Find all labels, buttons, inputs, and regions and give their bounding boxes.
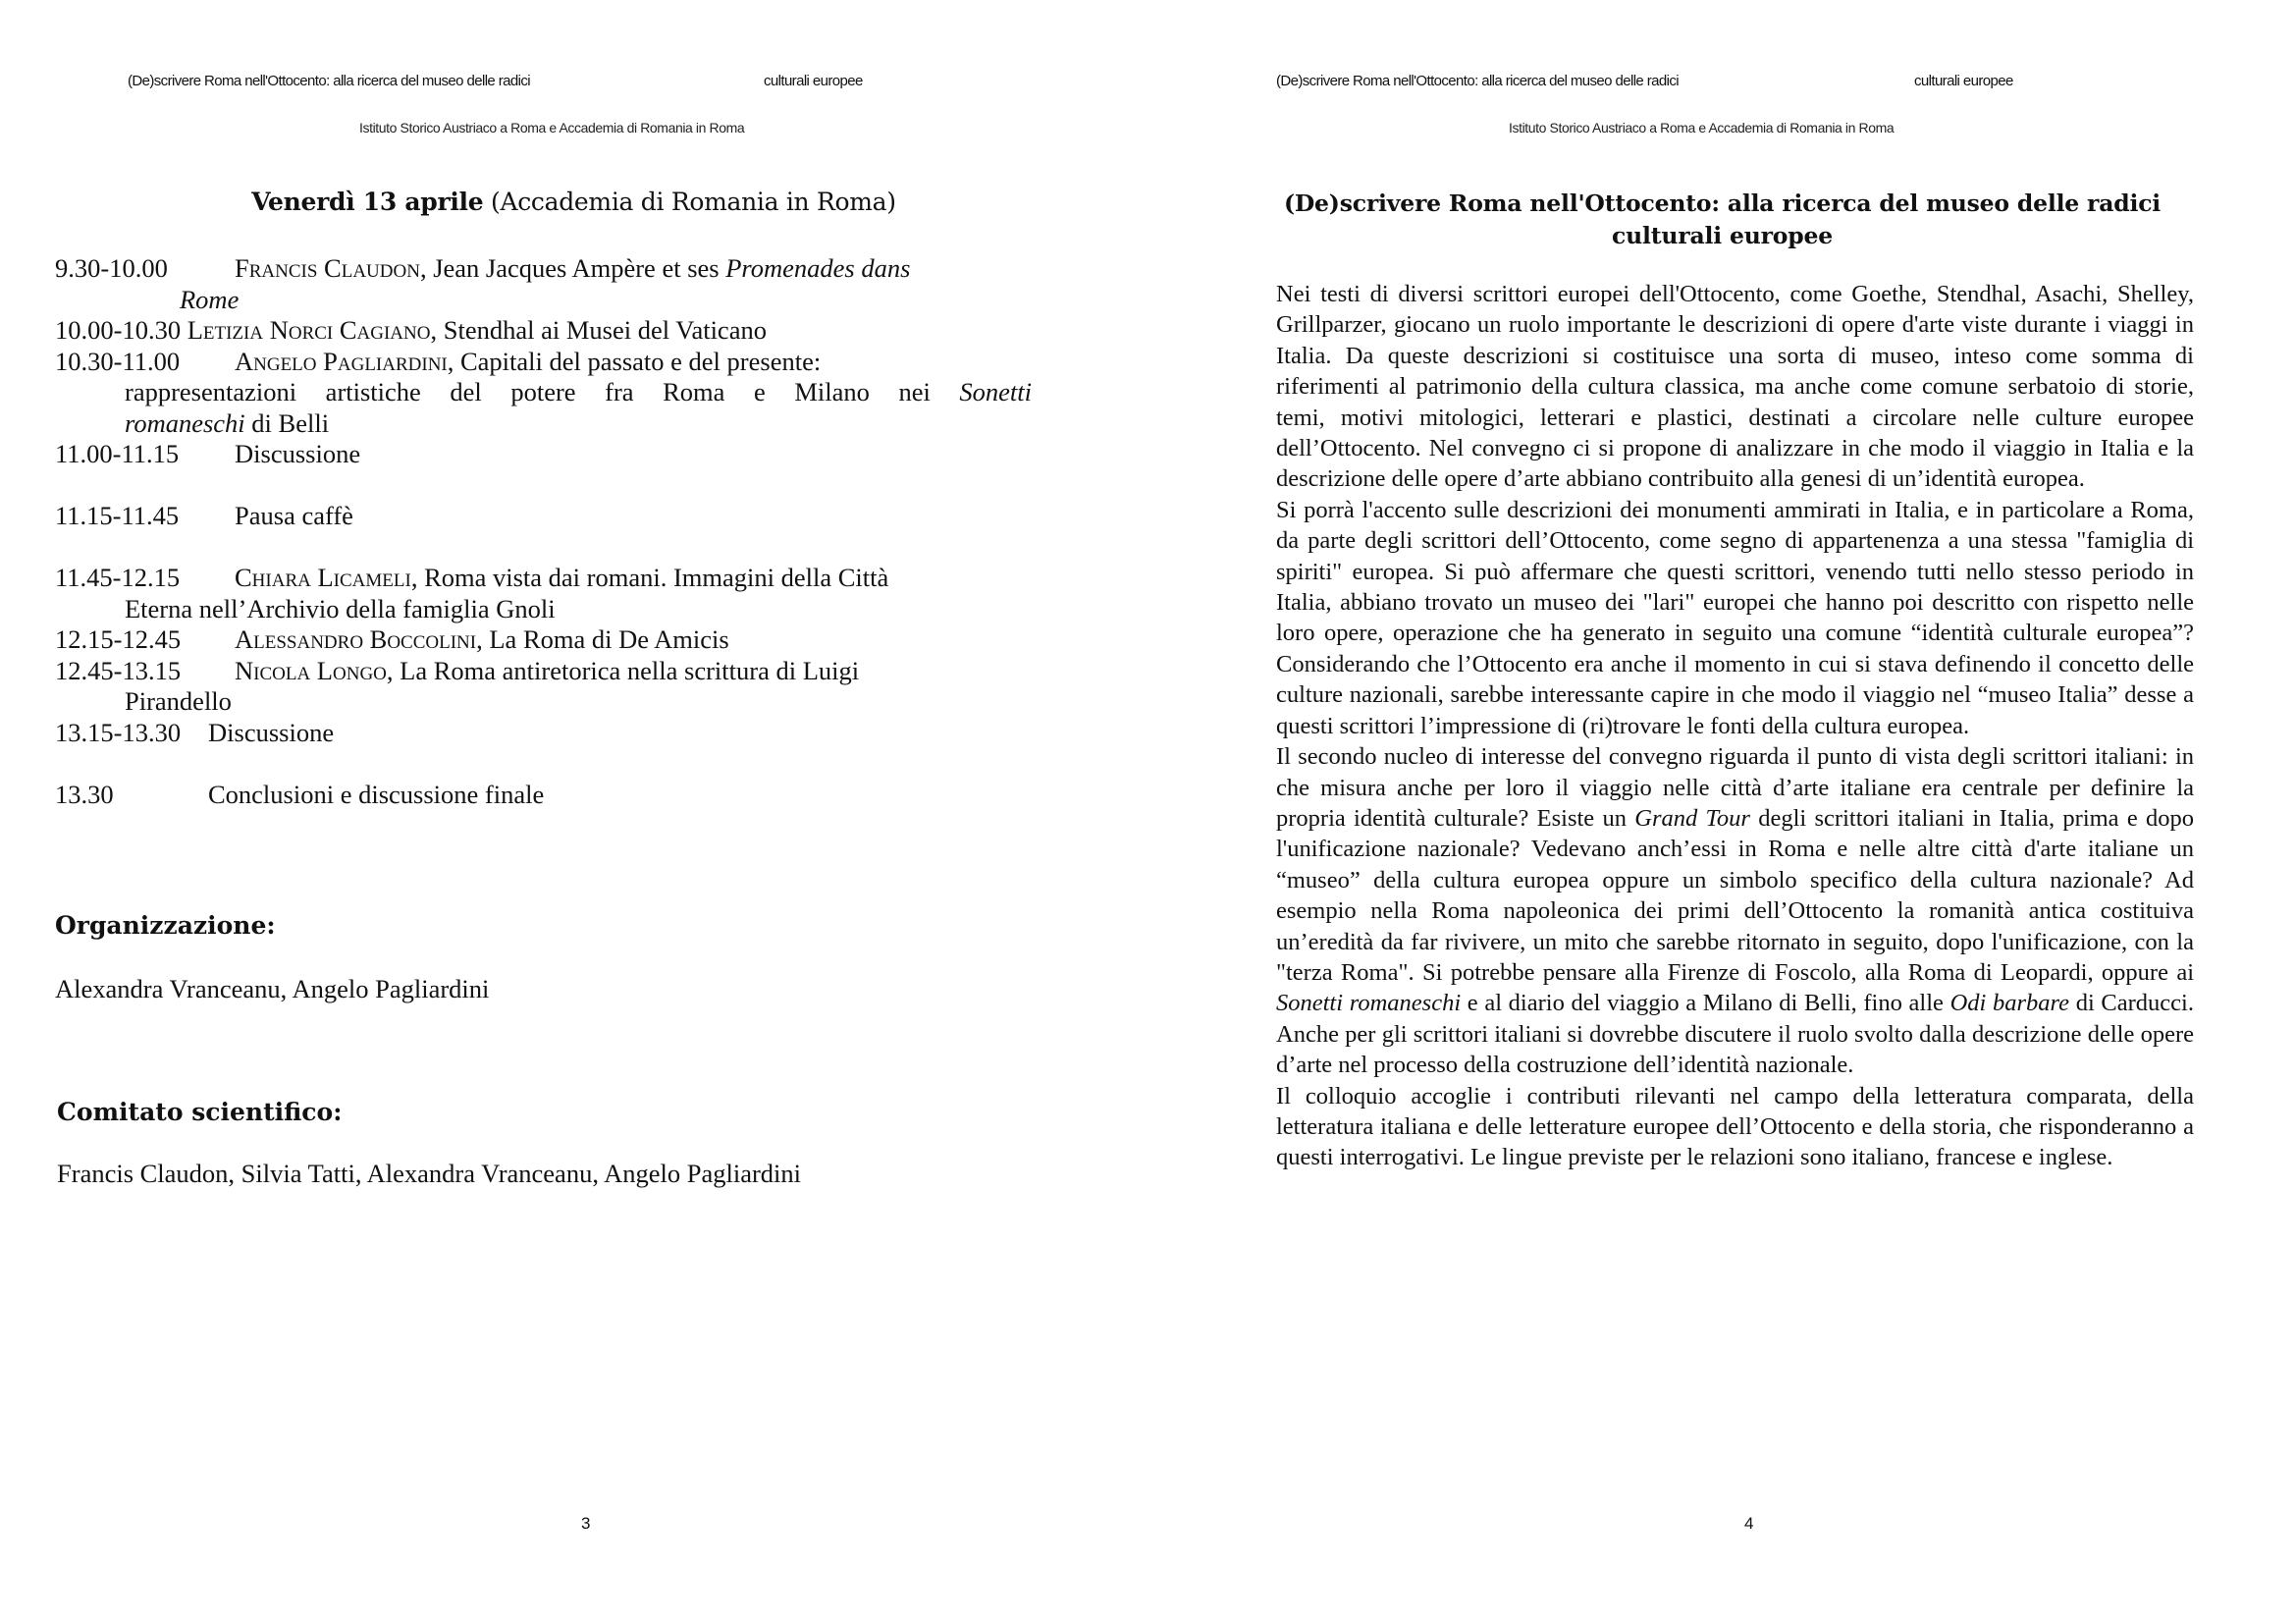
program-time: 9.30-10.00 [55,253,168,283]
speaker-name: Angelo Pagliardini [235,346,448,376]
page-4 [1148,0,2296,1624]
program-item [55,347,1032,378]
document-title-line: culturali europee [1612,222,1833,249]
program-time: 12.45-13.15 [55,655,182,685]
program-item [55,780,1032,811]
program-item-cont [55,594,1032,625]
program-desc [235,347,1032,378]
speaker-name: Chiara Licameli [235,563,411,592]
talk-title-cont: Eterna nell’Archivio della famiglia Gnoli [125,593,556,623]
paragraph-text: di Carducci. Anche per gli scrittori italiani si dovrebbe discutere il ruolo svolto dalla descrizione delle opere d’arte nel processo della costruzione dell’identità nazionale. [1276,990,2194,1079]
page-number: 4 [1744,1514,1754,1533]
document-title-line: (De)scrivere Roma nell'Ottocento: alla ricerca del museo delle radici [1283,189,2162,217]
talk-title-italic-cont: romaneschi [125,407,245,438]
speaker-name: Alessandro Boccolini [235,624,477,654]
day-title-date: Venerdì 13 aprile [251,188,484,216]
program-item-cont [55,377,1032,408]
running-head-title: (De)scrivere Roma nell'Ottocento: alla ricerca del museo delle radici [128,73,530,89]
program-item [55,501,1032,532]
program-item-cont [55,686,1032,718]
program-item-cont [55,408,1032,440]
program-time: 11.00-11.15 [55,439,180,468]
page-number: 3 [581,1514,591,1533]
talk-title: , Roma vista dai romani. Immagini della Città [410,563,889,592]
program-desc [235,624,729,656]
program-item [55,315,1032,347]
program-item [55,718,1032,749]
running-head-title-end: culturali europee [1914,73,2013,89]
program-desc: Pausa caffè [235,501,353,530]
italic-title: Odi barbare [1949,990,2070,1017]
program-time: 13.30 [55,779,114,809]
program-time: 13.15-13.30 [55,717,182,747]
talk-title-cont: rappresentazioni artistiche del potere fra Roma e Milano nei [125,377,960,406]
program-desc [235,253,1032,285]
program-item [55,253,1032,285]
talk-title-cont: Pirandello [125,686,232,716]
running-head-subtitle: Istituto Storico Austriaco a Roma e Accademia di Romania in Roma [359,120,745,135]
program-item [55,439,1032,470]
talk-title: , La Roma antiretorica nella scrittura di Luigi [386,655,860,685]
talk-title: , Stendhal ai Musei del Vaticano [430,315,767,345]
paragraph [1276,741,2194,1080]
program-time: 10.00-10.30 [55,315,182,345]
program-list [55,253,1032,810]
paragraph: Si porrà l'accento sulle descrizioni dei monumenti ammirati in Italia, e in particolare a Roma, da parte degli scrittori dell’Ottocento, come segno di appartenenza a una stessa "famiglia di spiriti" europea. Si può affermare che questi scrittori, venendo tutti nello stesso periodo in Italia, abbiano trovato un museo dei "lari" europei che hanno poi descritto con rispetto nelle loro opere, operazione che ha generato in seguito una comune “identità culturale europea”? Considerando che l’Ottocento era anche il momento in cui si stava definendo il concetto delle culture nazionali, sarebbe interessante capire in che modo il viaggio nel “museo Italia” desse a questi scrittori l’impressione di (ri)trovare le fonti della cultura europea. [1276,496,2194,739]
program-desc: Discussione [235,439,361,468]
organization-names: Alexandra Vranceanu, Angelo Pagliardini [55,974,490,1003]
speaker-name: Nicola Longo [235,655,387,685]
program-desc: Conclusioni e discussione finale [208,779,545,809]
paragraph: Nei testi di diversi scrittori europei dell'Ottocento, come Goethe, Stendhal, Asachi, Shelley, Grillparzer, giocano un ruolo importante le descrizioni di opere d'arte viste durante i viaggi in Italia. Da queste descrizioni si costituisce una sorta di museo, inteso come somma di riferimenti al patrimonio della cultura classica, ma anche come comune serbatoio di storie, temi, motivi mitologici, letterari e plastici, destinati a circolare nelle culture europee dell’Ottocento. Nel convegno ci si propone di analizzare in che modo il viaggio in Italia e la descrizione delle opere d’arte abbiano contribuito alla genesi di un’identità europea. [1276,281,2194,493]
program-time: 10.30-11.00 [55,346,181,376]
program-desc [235,656,1032,687]
running-head-title: (De)scrivere Roma nell'Ottocento: alla ricerca del museo delle radici [1276,73,1679,89]
paragraph-text: degli scrittori italiani in Italia, prima e dopo l'unificazione nazionale? Vedevano anch’essi in Roma e nelle altre città d'arte italiane un “museo” della cultura europea oppure un simbolo specifico della cultura nazionale? Ad esempio nella Roma napoleonica dei primi dell’Ottocento la romanità antica costituiva un’eredità da far rivivere, un mito che sarebbe ritornato in seguito, dopo l'unificazione, con la "terza Roma". Si potrebbe pensare alla Firenze di Foscolo, alla Roma di Leopardi, oppure ai [1276,804,2195,986]
program-time: 12.15-12.45 [55,624,182,654]
talk-title: , La Roma di De Amicis [476,624,729,654]
talk-title: , Capitali del passato e del presente: [447,346,822,376]
body-text [1276,279,2194,1173]
document-title [1148,188,2296,252]
organization-heading: Organizzazione: [55,911,276,940]
speaker-name: Francis Claudon [235,253,420,283]
program-item [55,656,1032,687]
talk-title: , Jean Jacques Ampère et ses [419,253,726,283]
italic-title: Grand Tour [1634,804,1750,832]
running-head-title-end: culturali europee [764,73,863,89]
committee-heading: Comitato scientifico: [57,1098,343,1126]
talk-title-italic: Sonetti [959,377,1032,406]
committee-names: Francis Claudon, Silvia Tatti, Alexandra Vranceanu, Angelo Pagliardini [57,1159,802,1188]
speaker-name: Letizia Norci Cagiano [187,315,431,345]
program-item-cont [55,285,1032,316]
program-desc: Discussione [208,717,335,747]
italic-title: Sonetti romaneschi [1276,990,1462,1017]
program-desc [181,315,767,347]
program-item [55,624,1032,656]
paragraph-text: e al diario del viaggio a Milano di Belli, fino alle [1461,990,1950,1017]
day-title-venue: (Accademia di Romania in Roma) [491,188,896,216]
talk-title-italic: Promenades dans [725,253,911,283]
program-item [55,563,1032,594]
paragraph-text: Il secondo nucleo di interesse del convegno riguarda il punto di vista degli scrittori italiani: in che misura anche per loro il viaggio nelle città d’arte italiane era centrale per definire la propria identità culturale? Esiste un [1276,743,2194,832]
talk-title-cont: di Belli [244,407,330,438]
paragraph: Il colloquio accoglie i contributi rilevanti nel campo della letteratura comparata, della letteratura italiana e delle letterature europee dell’Ottocento e della storia, che risponderanno a questi interrogativi. Le lingue previste per le relazioni sono italiano, francese e inglese. [1276,1082,2194,1171]
program-time: 11.15-11.45 [55,501,180,530]
talk-title-italic-cont: Rome [180,284,240,314]
program-time: 11.45-12.15 [55,563,181,592]
day-title [0,188,1148,216]
program-desc [235,563,1032,594]
running-head-subtitle: Istituto Storico Austriaco a Roma e Accademia di Romania in Roma [1509,120,1895,135]
